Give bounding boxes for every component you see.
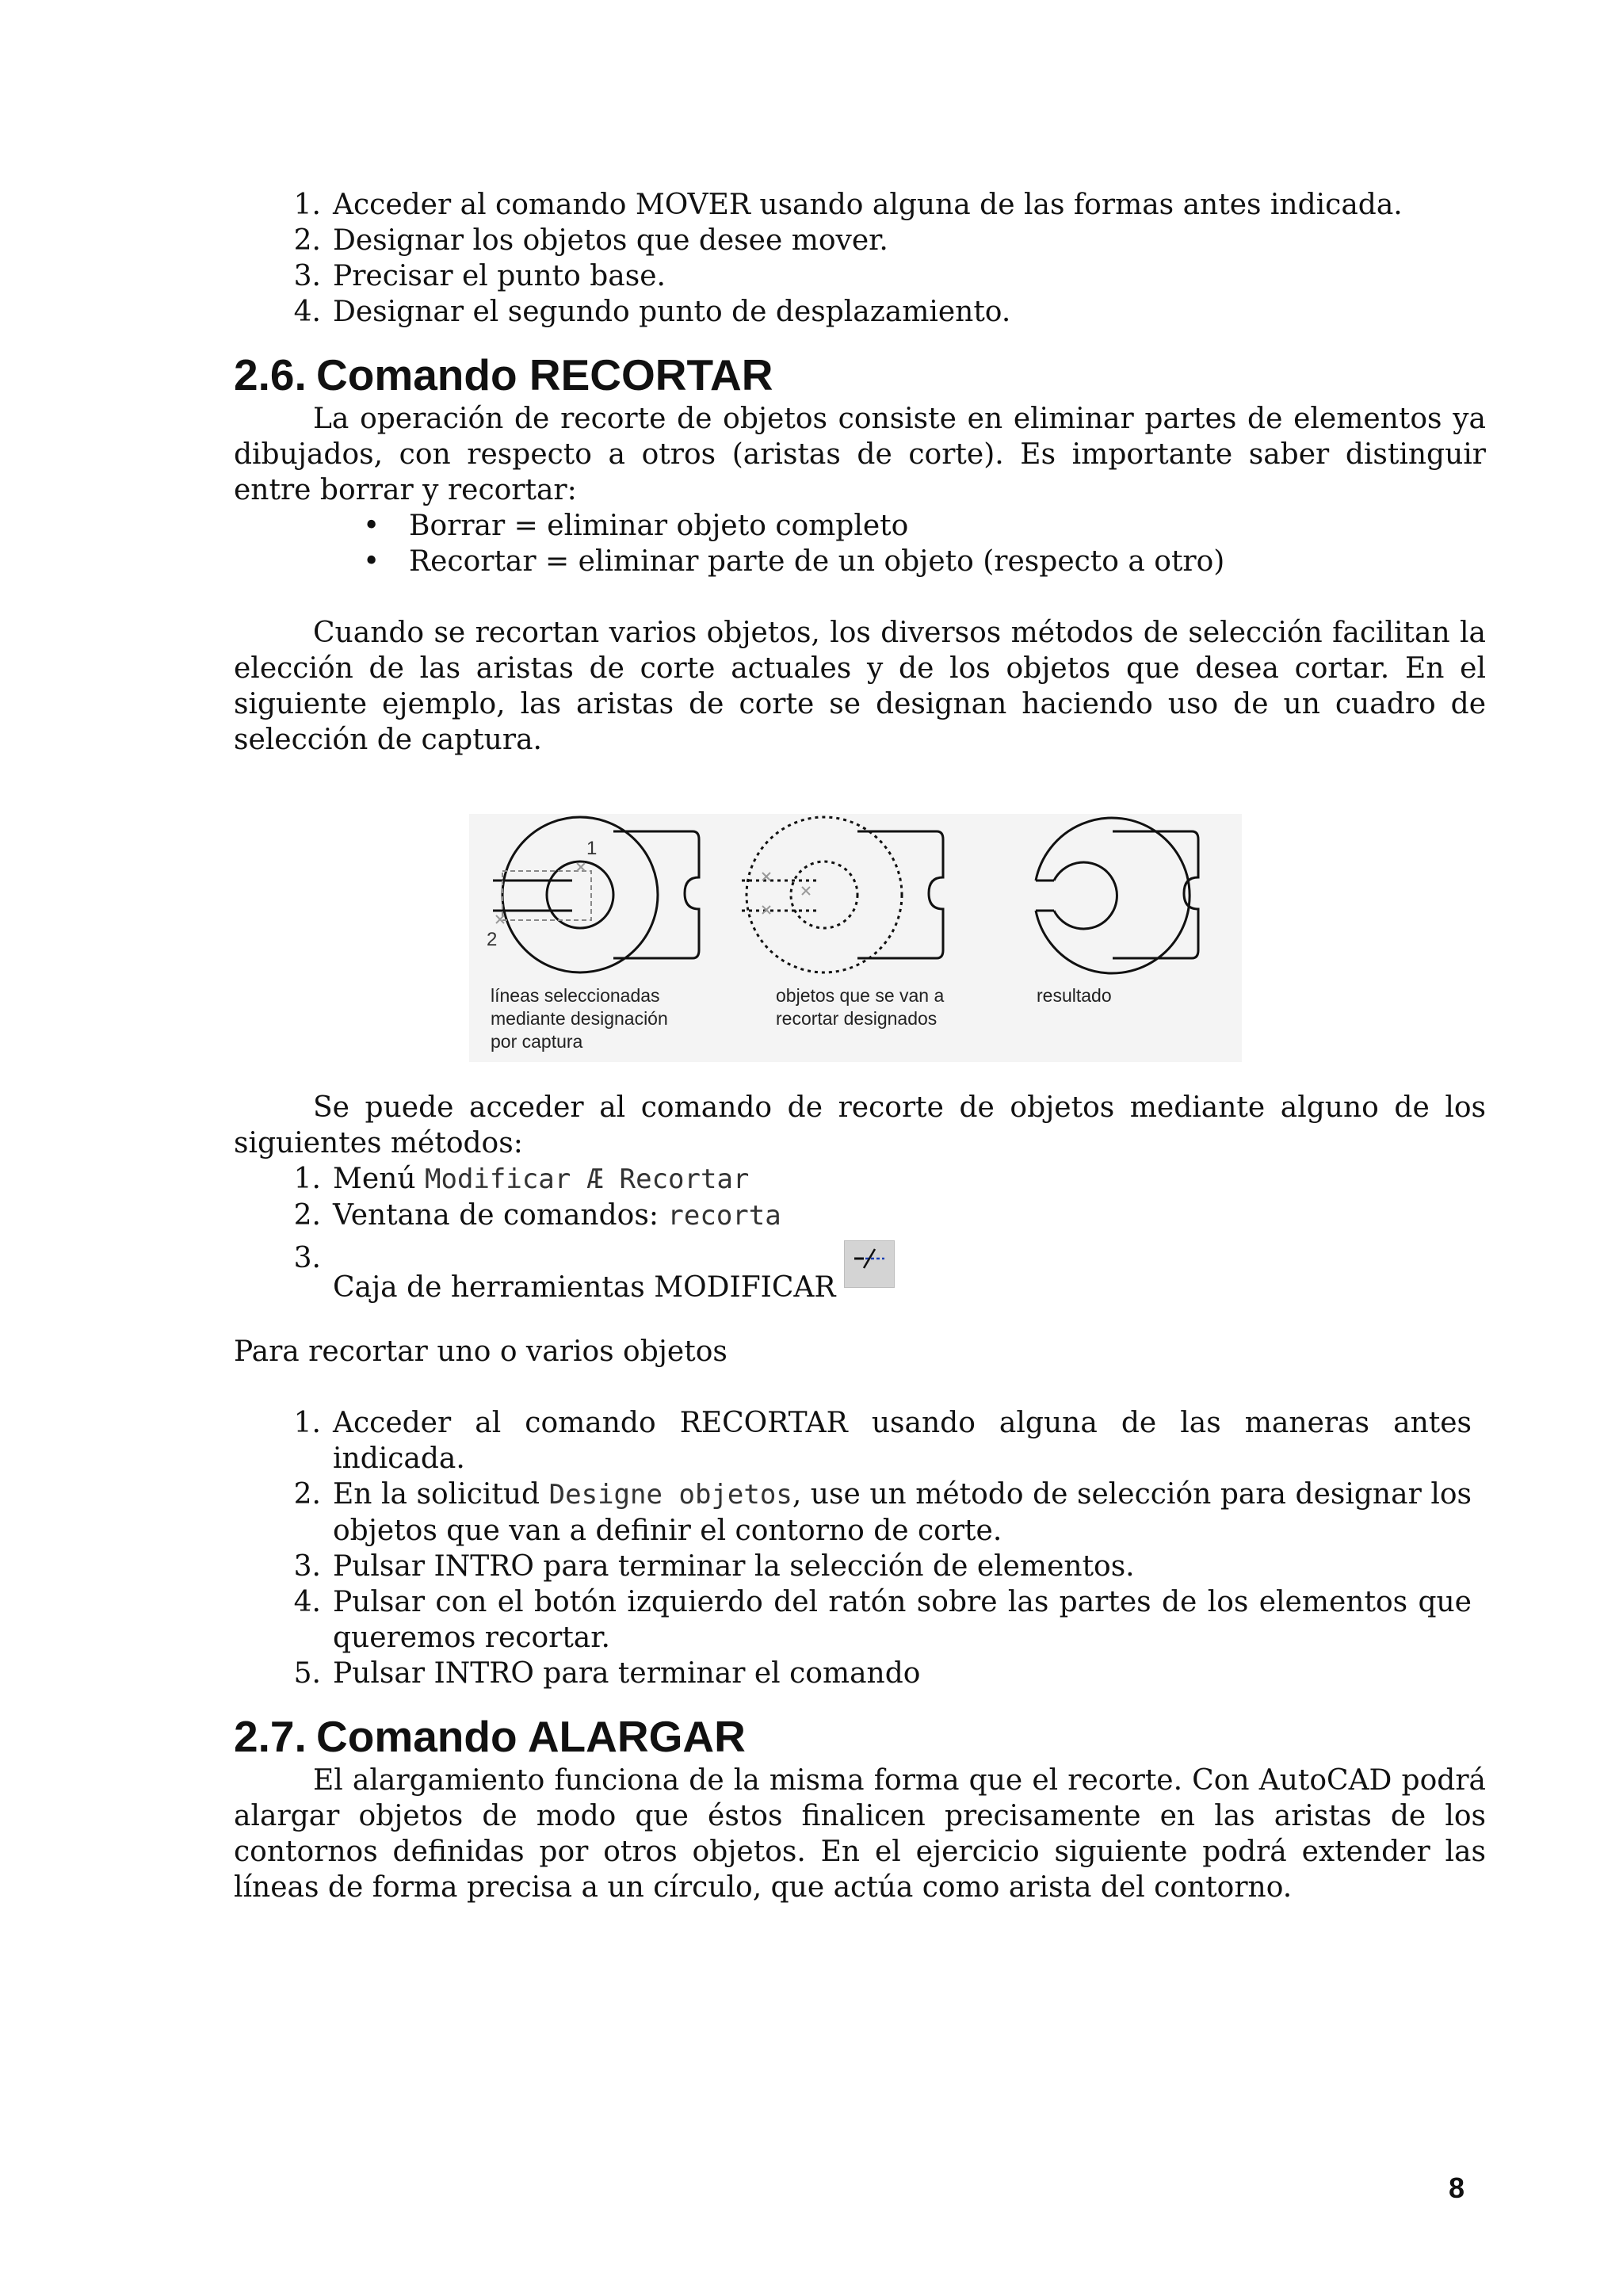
section-heading-alargar: 2.7. Comando ALARGAR [234,1712,746,1761]
list-item: 4. Designar el segundo punto de desplazamiento. [293,296,1011,328]
list-item: • Borrar = eliminar objeto completo [234,508,1486,544]
caption-selected-lines: líneas seleccionadas mediante designación por captura [491,985,668,1052]
panel-result [1036,818,1198,973]
page-number: 8 [1449,2172,1465,2204]
recortar-paragraph-3: Se puede acceder al comando de recorte de objetos mediante alguno de los siguientes métodos: [234,1091,1486,1159]
list-item: 2. Designar los objetos que desee mover. [293,224,888,257]
list-item: 3. Precisar el punto base. [293,260,666,292]
trim-tool-icon [844,1240,895,1288]
recortar-steps-list [234,1405,1486,1691]
list-item: • Recortar = eliminar parte de un objeto (respecto a otro) [234,544,1486,579]
recortar-paragraph-4: Para recortar uno o varios objetos [234,1335,727,1368]
section-heading-recortar: 2.6. Comando RECORTAR [234,350,773,399]
list-item: 1. Acceder al comando MOVER usando alguna de las formas antes indicada. [293,189,1403,221]
figure-label-2: 2 [487,929,498,950]
panel-1-markers [496,863,585,923]
panel-objects-to-trim [742,817,902,972]
panel-2-markers [762,873,810,914]
list-item: 1. Menú Modificar Æ Recortar [293,1163,750,1195]
caption-result: resultado [1037,985,1112,1006]
list-item: 5. Pulsar INTRO para terminar el comando [293,1657,921,1690]
list-item: 1. Acceder al comando RECORTAR usando alguna de las maneras antes indicada. [293,1407,1472,1475]
recortar-intro-paragraph: La operación de recorte de objetos consiste en eliminar partes de elementos ya dibujados, con respecto a otros (aristas de corte). Es importante saber distinguir entre borrar y recortar: [234,403,1486,506]
recortar-paragraph-2: Cuando se recortan varios objetos, los diversos métodos de selección facilitan la elección de las aristas de corte actuales y de los objetos que desea cortar. En el siguiente ejemplo, las aristas de corte se designan haciendo uso de un cuadro de selección de captura. [234,617,1486,756]
list-item: 2. Ventana de comandos: recorta [293,1199,781,1232]
list-item: 2. En la solicitud Designe objetos, use un método de selección para designar los objetos que van a definir el contorno de corte. [293,1478,1472,1547]
mover-steps-list [234,187,1486,330]
caption-objects-to-trim: objetos que se van a recortar designados [776,985,945,1029]
alargar-intro-paragraph: El alargamiento funciona de la misma forma que el recorte. Con AutoCAD podrá alargar objetos de modo que éstos finalicen precisamente en las aristas de los contornos definidas por otros objetos. En el ejercicio siguiente podrá extender las líneas de forma precisa a un círculo, que actúa como arista del contorno. [234,1764,1486,1904]
bullet-list [234,508,1486,579]
list-item: 3. Pulsar INTRO para terminar la selección de elementos. [293,1550,1135,1583]
trim-example-figure [469,814,1242,1062]
methods-list [234,1161,1486,1305]
figure-label-1: 1 [586,838,598,859]
list-item: 4. Pulsar con el botón izquierdo del ratón sobre las partes de los elementos que queremos recortar. [293,1586,1472,1654]
list-item: 3. Caja de herramientas MODIFICAR [234,1240,1486,1305]
